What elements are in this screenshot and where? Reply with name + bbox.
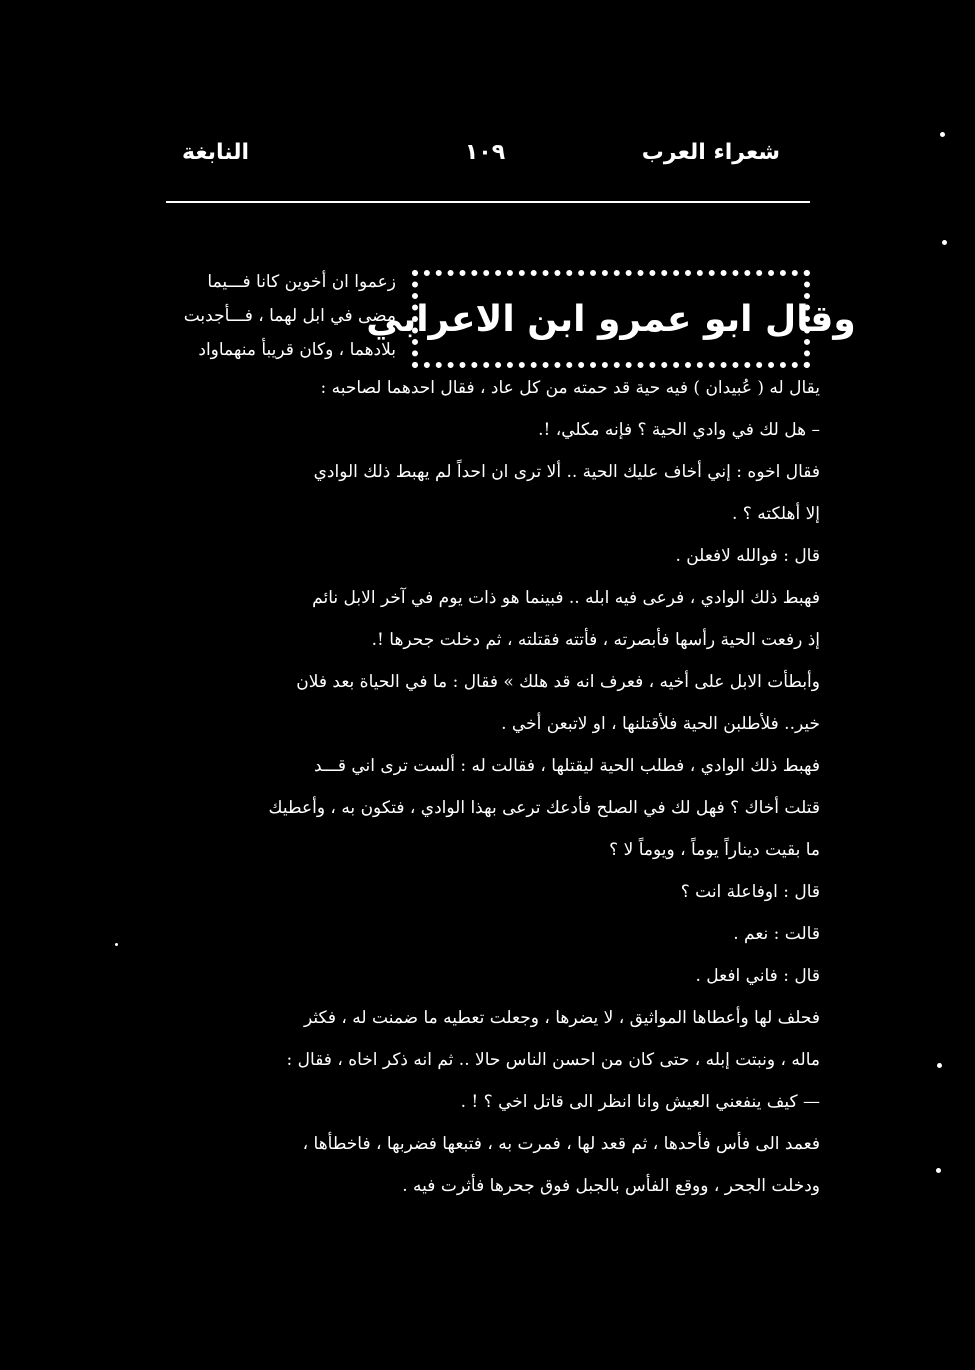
scan-speck	[940, 132, 945, 137]
body-text	[140, 378, 820, 1218]
book-title: شعراء العرب	[641, 140, 780, 165]
side-paragraph	[140, 272, 396, 374]
text-line: إلا أهلكته ؟ .	[731, 504, 820, 524]
text-line: فحلف لها وأعطاها المواثيق ، لا يضرها ، وجعلت تعطيه ما ضمنت له ، فكثر	[303, 1008, 820, 1028]
text-line: مضى في ابل لهما ، فـــأجدبت	[183, 306, 396, 326]
text-line: فهبط ذلك الوادي ، فرعى فيه ابله .. فبينما هو ذات يوم في آخر الابل نائم	[312, 588, 820, 608]
page-number: ١٠٩	[464, 140, 506, 165]
text-line: فهبط ذلك الوادي ، فطلب الحية ليقتلها ، فقالت له : ألست ترى اني قـــد	[313, 756, 820, 776]
text-line: فقال اخوه : إني أخاف عليك الحية .. ألا ترى ان احداً لم يهبط ذلك الوادي	[313, 462, 820, 482]
text-line: قتلت أخاك ؟ فهل لك في الصلح فأدعك ترعى بهذا الوادي ، فتكون به ، وأعطيك	[268, 798, 820, 818]
page-header	[160, 140, 810, 180]
text-line: ودخلت الجحر ، ووقع الفأس بالجبل فوق جحرها فأثرت فيه .	[402, 1176, 820, 1196]
section-title: وقال ابو عمرو ابن الاعرابي	[366, 298, 856, 340]
text-line: يقال له ( عُبيدان ) فيه حية قد حمته من كل عاد ، فقال احدهما لصاحبه :	[320, 378, 820, 398]
text-line: قالت : نعم .	[733, 924, 820, 944]
text-line: قال : اوفاعلة انت ؟	[680, 882, 820, 902]
text-line: وأبطأت الابل على أخيه ، فعرف انه قد هلك » فقال : ما في الحياة بعد فلان	[296, 672, 820, 692]
scan-speck	[937, 1063, 942, 1068]
text-line: فعمد الى فأس فأحدها ، ثم قعد لها ، فمرت به ، فتبعها فضربها ، فاخطأها ،	[302, 1134, 820, 1154]
header-rule	[166, 201, 810, 203]
text-line: – هل لك في وادي الحية ؟ فإنه مكلي، !.	[538, 420, 820, 440]
scan-speck	[942, 240, 947, 245]
scan-speck	[936, 1168, 941, 1173]
text-line: قال : فاني افعل .	[695, 966, 820, 986]
text-line: — كيف ينفعني العيش وانا انظر الى قاتل اخي ؟ ! .	[460, 1092, 820, 1112]
text-line: بلادهما ، وكان قريبأ منهماواد	[198, 340, 396, 360]
text-line: ما بقيت ديناراً يوماً ، ويوماً لا ؟	[609, 840, 820, 860]
section-title-box	[366, 270, 856, 368]
scan-speck	[115, 943, 118, 946]
chapter-title: النابغة	[182, 140, 250, 165]
text-line: قال : فوالله لافعلن .	[675, 546, 820, 566]
text-line: ماله ، ونبتت إبله ، حتى كان من احسن الناس حالا .. ثم انه ذكر اخاه ، فقال :	[286, 1050, 820, 1070]
text-line: إذ رفعت الحية رأسها فأبصرته ، فأتته فقتلته ، ثم دخلت جحرها !.	[371, 630, 820, 650]
text-line: خير.. فلأطلبن الحية فلأقتلنها ، او لاتبعن أخي .	[501, 714, 820, 734]
text-line: زعموا ان أخوين كانا فـــيما	[207, 272, 396, 292]
